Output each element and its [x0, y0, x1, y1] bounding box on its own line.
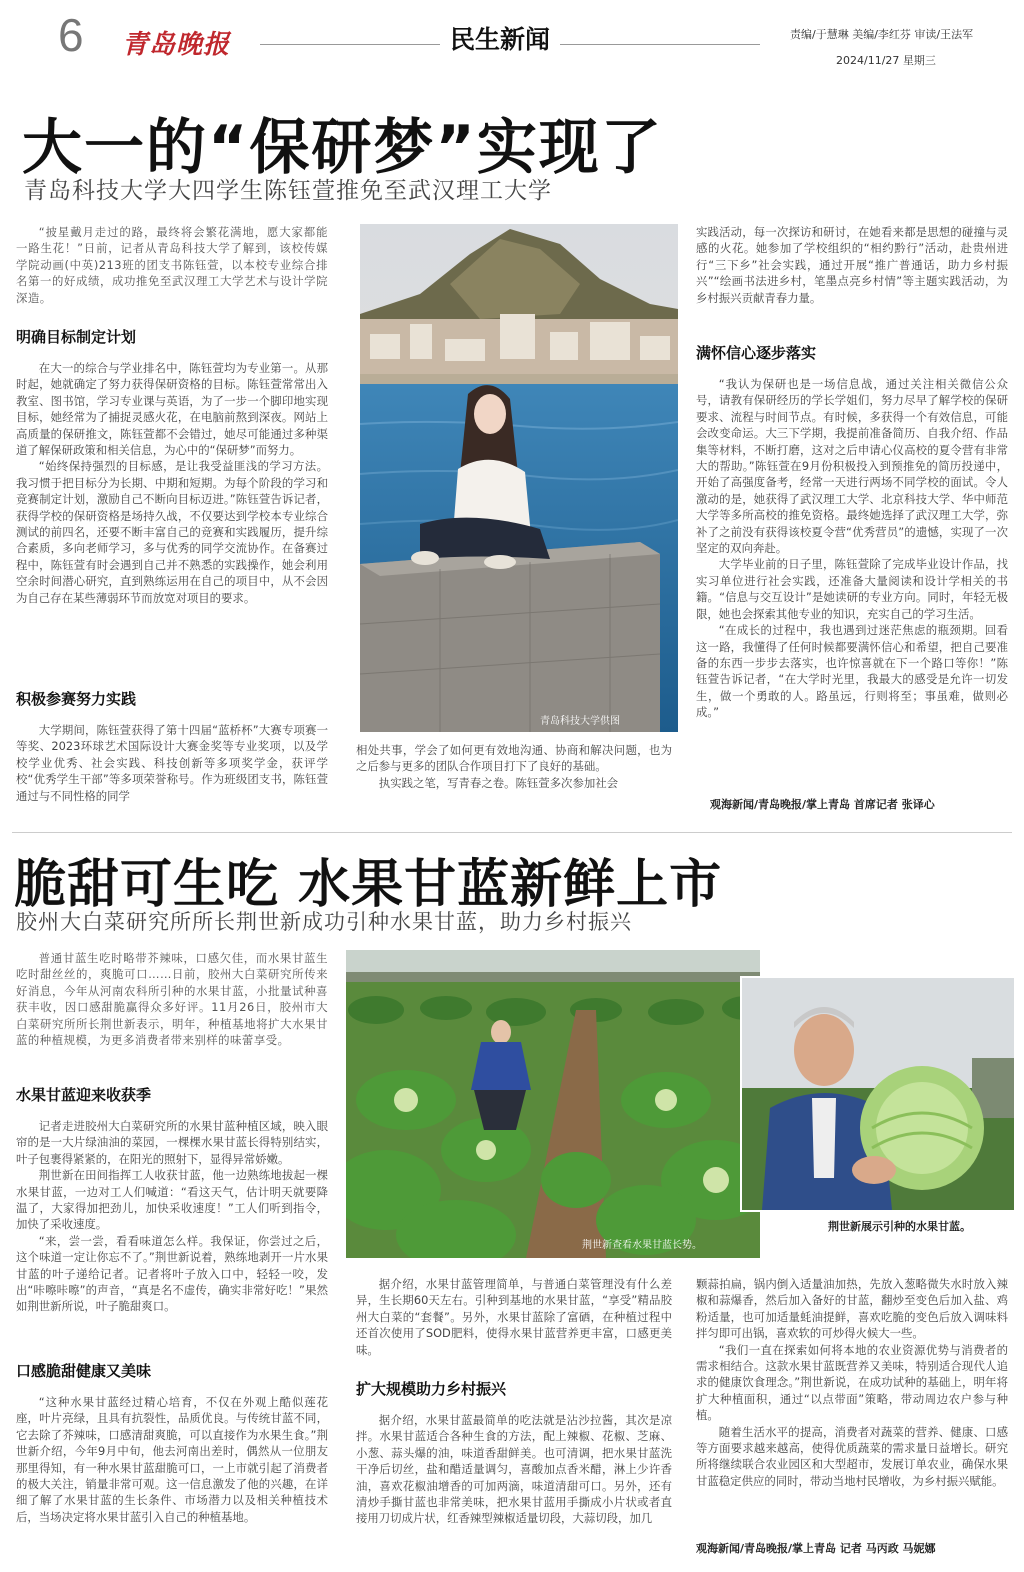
article1-col1-body-2 — [16, 722, 328, 812]
issue-date: 2024/11/27 星期三 — [836, 54, 936, 67]
article1-col1-body — [16, 360, 328, 670]
paragraph: 大学毕业前的日子里，陈钰萱除了完成毕业设计作品，找实习单位进行社会实践，还准备大量阅读和设计学相关的书籍。“信息与交互设计”是她读研的专业方向。同时，年轻无极限，她也会探索其他专业的知识，充实自己的学习生活。 — [696, 557, 1008, 621]
paragraph: “来，尝一尝，看看味道怎么样。我保证，你尝过之后，这个味道一定让你忘不了。”荆世新说着，熟练地剥开一片水果甘蓝的叶子递给记者。记者将叶子放入口中，轻轻一咬，发出“咔嚓咔嚓”的声音，“真是名不虚传，确实非常好吃！”果然如荆世新所说，叶子脆甜爽口。 — [16, 1233, 328, 1314]
article2-col2-body — [356, 1276, 672, 1366]
article1-photo — [360, 224, 678, 732]
section-title: 民生新闻 — [440, 20, 560, 56]
article1-col3-body — [696, 224, 1008, 328]
paragraph: “在成长的过程中，我也遇到过迷茫焦虑的瓶颈期。回看这一路，我懂得了任何时候都要满怀信心和希望，把自己要准备的东西一步步去落实，也许惊喜就在下一个路口等你！”陈钰萱告诉记者，“在大学时光里，我最大的感受是允许一切发生，做一个勇敢的人。路虽远，行则将至；事虽难，做则必成。” — [696, 623, 1008, 720]
editor-credits: 责编/于慧琳 美编/李红芬 审读/王法军 — [790, 28, 974, 41]
paragraph: 据介绍，水果甘蓝管理简单，与普通白菜管理没有什么差异，生长期60天左右。引种到基地的水果甘蓝，“享受”精品胶州大白菜的“套餐”。另外，水果甘蓝除了富硒，在种植过程中还首次使用了SOD肥料，使得水果甘蓝营养更丰富，口感更美味。 — [356, 1277, 672, 1357]
article2-col1-body-2 — [16, 1394, 328, 1554]
article1-subheadline: 青岛科技大学大四学生陈钰萱推免至武汉理工大学 — [24, 178, 552, 204]
article-divider — [12, 832, 1012, 833]
paragraph: 荆世新在田间指挥工人收获甘蓝，他一边熟练地拔起一棵水果甘蓝，一边对工人们喊道：“看这天气，估计明天就要降温了，大家得加把劲儿，加快采收速度！”工人们听到指令，加快了采收速度。 — [16, 1168, 328, 1232]
article2-lede-text: 普通甘蓝生吃时略带芥辣味，口感欠佳，而水果甘蓝生吃时甜丝丝的，爽脆可口……日前，胶州大白菜研究所传来好消息，今年从河南农科所引种的水果甘蓝，小批量试种喜获丰收，因口感甜脆赢得众多好评。11月26日，胶州市大白菜研究所所长荆世新表示，明年，种植基地将扩大水果甘蓝的种植规模，为更多消费者带来别样的味蕾享受。 — [16, 951, 328, 1048]
paragraph: “我认为保研也是一场信息战，通过关注相关微信公众号，请教有保研经历的学长学姐们，努力尽早了解学校的保研要求、流程与时间节点。有时候，多获得一个有效信息，可能会改变命运。大三下学期，我提前准备简历、自我介绍、作品集等材料，不断打磨，这对之后申请心仪高校的夏令营有非常大的帮助。”陈钰萱在9月份积极投入到预推免的简历投递中，开始了高强度备考，经常一天进行两场不同学校的面试。令人激动的是，她获得了武汉理工大学、北京科技大学、华中师范大学等多所高校的推免资格。最终她选择了武汉理工大学，弥补了之前没有获得该校夏令营“优秀营员”的遗憾，实现了一次坚定的双向奔赴。 — [696, 377, 1008, 556]
paragraph: 实践活动，每一次探访和研讨，在她看来都是思想的碰撞与灵感的火花。她参加了学校组织的“相约黔行”活动，赴贵州进行“三下乡”社会实践，通过开展“推广普通话，助力乡村振兴”“绘画书法进乡村，笔墨点亮乡村情”等主题实践活动，为乡村振兴贡献青春力量。 — [696, 225, 1008, 305]
article2-byline: 观海新闻/青岛晚报/掌上青岛 记者 马丙政 马妮娜 — [696, 1542, 936, 1555]
paragraph: 据介绍，水果甘蓝最简单的吃法就是沾沙拉酱，其次是凉拌。水果甘蓝适合各种生食的方法，配上辣椒、花椒、芝麻、小葱、蒜头爆的油，味道香甜鲜美。也可清调，把水果甘蓝洗干净后切丝，盐和醋适量调匀，喜酸加点香米醋，淋上少许香油，喜欢花椒油增香的可加两滴，味道清甜可口。另外，还有清炒手撕甘蓝也非常美味，把水果甘蓝用手撕成小片状或者直接用刀切成片状，红香辣型辣椒适量切段，大蒜切段，加几 — [356, 1413, 672, 1526]
article2-subheadline: 胶州大白菜研究所所长荆世新成功引种水果甘蓝，助力乡村振兴 — [16, 910, 632, 934]
article2-col2-body-2 — [356, 1412, 672, 1562]
cabbage-field-image — [346, 950, 760, 1258]
article1-heading-2: 积极参赛努力实践 — [16, 690, 137, 708]
paragraph: 相处共事，学会了如何更有效地沟通、协商和解决问题，也为之后参与更多的团队合作项目打下了良好的基础。 — [356, 743, 672, 774]
article2-photo2-caption: 荆世新展示引种的水果甘蓝。 — [828, 1220, 971, 1233]
man-holding-cabbage-image — [742, 978, 1014, 1210]
paragraph: 大学期间，陈钰萱获得了第十四届“蓝桥杯”大赛专项赛一等奖、2023环球艺术国际设计大赛金奖等专业奖项，以及学校学业优秀、社会实践、科技创新等多项奖学金，获评学校“优秀学生干部”等多项荣誉称号。作为班级团支书，陈钰萱通过与不同性格的同学 — [16, 723, 328, 803]
paragraph: 执实践之笔，写青春之卷。陈钰萱多次参加社会 — [378, 775, 619, 790]
newspaper-logo: 青岛晚报 — [122, 30, 231, 60]
paragraph: “我们一直在探索如何将本地的农业资源优势与消费者的需求相结合。这款水果甘蓝既营养又美味，特别适合现代人追求的健康饮食理念。”荆世新说，在成功试种的基础上，明年将扩大种植面积，通过“以点带面”策略，带动周边农户参与种植。 — [696, 1342, 1008, 1423]
article2-headline: 脆甜可生吃 水果甘蓝新鲜上市 — [14, 855, 723, 915]
article2-portrait-photo — [740, 976, 1016, 1212]
article2-col3-body — [696, 1276, 1008, 1534]
article2-col1-body — [16, 1118, 328, 1348]
page-number: 6 — [58, 9, 84, 61]
article2-photo1-caption: 荆世新查看水果甘蓝长势。 — [582, 1240, 702, 1251]
paragraph: 随着生活水平的提高，消费者对蔬菜的营养、健康、口感等方面要求越来越高，使得优质蔬菜的需求量日益增长。研究所将继续联合农业园区和大型超市，发展订单农业，确保水果甘蓝稳定供应的同时，带动当地村民增收，为乡村振兴赋能。 — [696, 1424, 1008, 1488]
article2-heading-3: 扩大规模助力乡村振兴 — [356, 1380, 507, 1398]
article1-col3-body-2 — [696, 376, 1008, 790]
paragraph: 颗蒜拍扁，锅内倒入适量油加热，先放入葱略微失水时放入辣椒和蒜爆香，然后加入备好的甘蓝，翻炒至变色后加入盐、鸡粉适量，也可加适量蚝油提鲜，喜欢吃脆的变色后放入调味料拌匀即可出锅，喜欢软的可炒得火候大一些。 — [696, 1277, 1008, 1341]
article1-col2-body — [356, 742, 672, 812]
paragraph: “这种水果甘蓝经过精心培育，不仅在外观上酷似莲花座，叶片亮绿，且具有抗裂性，品质优良。与传统甘蓝不同，它去除了芥辣味，口感清甜爽脆，可以直接作为水果生食。”荆世新介绍，今年9月中旬，他去河南出差时，偶然从一位朋友那里得知，有一种水果甘蓝甜脆可口，一上市就引起了消费者的极大关注，销量非常可观。这一信息激发了他的兴趣，在详细了解了水果甘蓝的生长条件、市场潜力以及相关种植技术后，当场决定将水果甘蓝引入自己的种植基地。 — [16, 1395, 328, 1524]
seaside-portrait-image — [360, 224, 678, 732]
paragraph: 记者走进胶州大白菜研究所的水果甘蓝种植区域，映入眼帘的是一大片绿油油的菜园，一棵棵水果甘蓝长得特别结实，叶子包裹得紧紧的，在阳光的照射下，显得异常娇嫩。 — [16, 1119, 328, 1166]
article2-heading-1: 水果甘蓝迎来收获季 — [16, 1086, 152, 1104]
article1-lede — [16, 224, 328, 312]
paragraph: “始终保持强烈的目标感，是让我受益匪浅的学习方法。我习惯于把目标分为长期、中期和短期。为每个阶段的学习和竞赛制定计划，激励自己不断向目标迈进。”陈钰萱告诉记者，获得学校的保研资格是场持久战，不仅要达到学校本专业综合测试的前四名，还要不断丰富自己的竞赛和实践履历，提升综合素质，多向老师学习，多与优秀的同学交流协作。在备赛过程中，陈钰萱有时会遇到自己并不熟悉的实践操作，她会利用空余时间潜心研究，直到熟练运用在自己的项目中，从不会因为自己存在某些薄弱环节而放宽对项目的要求。 — [16, 459, 328, 605]
paragraph: 在大一的综合与学业排名中，陈钰萱均为专业第一。从那时起，她就确定了努力获得保研资格的目标。陈钰萱常常出入教室、图书馆，学习专业课与英语，为了一步一个脚印地实现目标，她经常为了捕捉灵感火花，在电脑前熬到深夜。网站上高质量的保研推文，陈钰萱都不会错过，她尽可能通过多种渠道了解保研政策和相关信息，为心中的“保研梦”而努力。 — [16, 361, 328, 458]
article2-field-photo — [346, 950, 760, 1258]
article2-heading-2: 口感脆甜健康又美味 — [16, 1362, 152, 1380]
article2-lede — [16, 950, 328, 1070]
article1-headline: 大一的“保研梦”实现了 — [22, 113, 663, 183]
article1-heading-1: 明确目标制定计划 — [16, 328, 137, 346]
article1-heading-3: 满怀信心逐步落实 — [696, 344, 817, 362]
article1-byline: 观海新闻/青岛晚报/掌上青岛 首席记者 张译心 — [710, 798, 935, 811]
article1-lede-text: “披星戴月走过的路，最终将会繁花满地，愿大家都能一路生花！”日前，记者从青岛科技大学了解到，该校传媒学院动画(中英)213班的团支书陈钰萱，以本校专业综合排名第一的好成绩，成功推免至武汉理工大学艺术与设计学院深造。 — [16, 225, 328, 305]
article1-photo-credit: 青岛科技大学供图 — [540, 716, 620, 727]
